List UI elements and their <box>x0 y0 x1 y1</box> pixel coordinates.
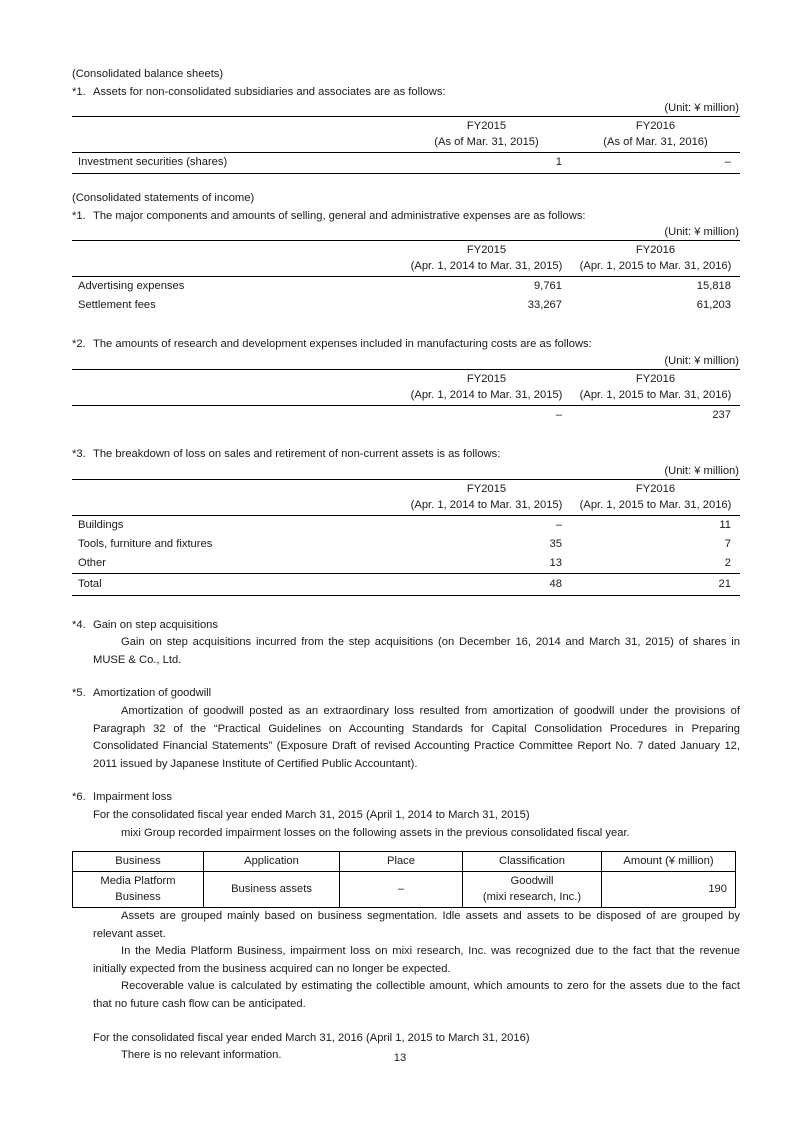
bs-note-1-title: Assets for non-consolidated subsidiaries and associates are as follows: <box>93 85 446 98</box>
pl-note-6-fy2015-intro: For the consolidated fiscal year ended March 31, 2015 (April 1, 2014 to March 31, 2015) <box>93 808 530 821</box>
table-row <box>73 872 736 908</box>
impairment-cell-amount: 190 <box>602 872 736 908</box>
rd-expenses-table <box>72 369 740 425</box>
bs-col-fy2016: FY2016 (As of Mar. 31, 2016) <box>571 117 740 153</box>
impairment-loss-table <box>72 851 736 908</box>
pl-note-4-title: Gain on step acquisitions <box>93 618 219 631</box>
table-row <box>72 296 740 315</box>
impairment-col-place: Place <box>340 852 463 872</box>
loss-row-1-fy2015: 35 <box>549 537 562 550</box>
rd-col-fy2016: FY2016 (Apr. 1, 2015 to Mar. 31, 2016) <box>571 369 740 405</box>
impairment-col-business: Business <box>73 852 204 872</box>
page-number: 13 <box>393 1052 407 1064</box>
pl-note-1-marker: *1. <box>72 209 86 222</box>
loss-col-fy2016: FY2016 (Apr. 1, 2015 to Mar. 31, 2016) <box>571 479 740 515</box>
bs-row-fy2016: – <box>571 153 740 174</box>
impairment-cell-application: Business assets <box>204 872 340 908</box>
table-row <box>72 153 740 174</box>
loss-total-fy2015: 48 <box>402 573 571 595</box>
table-row <box>72 405 740 425</box>
bs-col-label <box>72 117 402 153</box>
loss-col-fy2015: FY2015 (Apr. 1, 2014 to Mar. 31, 2015) <box>402 479 571 515</box>
rd-col-label <box>72 369 402 405</box>
loss-row-2-fy2015: 13 <box>549 556 562 569</box>
pl-note-2-title: The amounts of research and development expenses included in manufacturing costs are as follows: <box>93 338 592 351</box>
loss-row-2-fy2016: 2 <box>724 556 731 569</box>
pl-note-2-unit: (Unit: ¥ million) <box>664 354 739 367</box>
pl-note-4-marker: *4. <box>72 618 86 631</box>
pl-note-6-para-1: Assets are grouped mainly based on business segmentation. Idle assets and assets to be disposed of are grouped by relevant asset. <box>93 910 740 940</box>
pl-note-3-unit: (Unit: ¥ million) <box>664 464 739 477</box>
pl-section-heading: (Consolidated statements of income) <box>72 192 255 205</box>
table-row-total <box>72 573 740 595</box>
pl-note-6-fy2016-body: There is no relevant information. <box>121 1049 282 1062</box>
pl-note-3 <box>72 446 740 464</box>
loss-row-1-fy2016: 7 <box>724 537 731 550</box>
bs-section-heading: (Consolidated balance sheets) <box>72 68 224 80</box>
pl-note-6-para-2: In the Media Platform Business, impairment loss on mixi research, Inc. was recognized due to the fact that the revenue initially expected from the business acquired can no longer be expected. <box>93 945 740 975</box>
pl-note-6-fy2016-intro: For the consolidated fiscal year ended March 31, 2016 (April 1, 2015 to March 31, 2016) <box>93 1031 530 1044</box>
impairment-header-row <box>73 852 736 872</box>
sga-row-1-label: Settlement fees <box>78 299 156 312</box>
loss-row-2-label: Other <box>78 556 106 569</box>
bs-col-fy2015: FY2015 (As of Mar. 31, 2015) <box>402 117 571 153</box>
bs-table-unit: (Unit: ¥ million) <box>664 102 739 115</box>
rd-col-fy2015: FY2015 (Apr. 1, 2014 to Mar. 31, 2015) <box>402 369 571 405</box>
pl-note-4-body: Gain on step acquisitions incurred from the step acquisitions (on December 16, 2014 and March 31, 2015) of shares in MUSE & Co., Ltd. <box>93 636 740 666</box>
sga-col-label <box>72 241 402 277</box>
impairment-cell-place: – <box>340 872 463 908</box>
loss-row-0-fy2016: 11 <box>719 518 731 531</box>
pl-note-5-body: Amortization of goodwill posted as an extraordinary loss resulted from amortization of goodwill under the provisions of Paragraph 32 of the “Practical Guidelines on Accounting Standards for Capital Consolidation Procedures in Preparing Consolidated Financial Statements” (Exposure Draft of revised Accounting Practice Committee Report No. 7 dated January 12, 2011 issued by Japanese Institute of Certified Public Accountant). <box>93 704 740 770</box>
page-content <box>72 66 740 1065</box>
pl-note-6-para-3: Recoverable value is calculated by estimating the collectible amount, which amounts to zero for the assets due to the fact that no future cash flow can be anticipated. <box>93 980 740 1011</box>
loss-row-1-label: Tools, furniture and fixtures <box>78 537 213 550</box>
loss-breakdown-table <box>72 479 740 596</box>
sga-row-0-fy2016: 15,818 <box>696 280 731 293</box>
sga-col-fy2015: FY2015 (Apr. 1, 2014 to Mar. 31, 2015) <box>402 241 571 277</box>
loss-total-label: Total <box>72 573 402 595</box>
pl-note-3-title: The breakdown of loss on sales and retirement of non-current assets is as follows: <box>93 447 501 460</box>
rd-row-0-label <box>72 405 402 425</box>
bs-row-label: Investment securities (shares) <box>72 153 402 174</box>
sga-col-fy2016: FY2016 (Apr. 1, 2015 to Mar. 31, 2016) <box>571 241 740 277</box>
table-row <box>72 535 740 554</box>
sga-row-1-fy2016: 61,203 <box>696 299 731 312</box>
sga-row-0-fy2015: 9,761 <box>534 280 562 293</box>
bs-assets-table <box>72 116 740 174</box>
bs-row-fy2015: 1 <box>402 153 571 174</box>
pl-note-1 <box>72 208 740 226</box>
pl-note-4 <box>72 617 740 635</box>
rd-row-0-fy2016: 237 <box>712 408 731 421</box>
loss-total-fy2016: 21 <box>571 573 740 595</box>
pl-note-2-marker: *2. <box>72 338 86 351</box>
loss-col-label <box>72 479 402 515</box>
pl-note-1-title: The major components and amounts of selling, general and administrative expenses are as follows: <box>93 209 586 222</box>
sga-row-0-label: Advertising expenses <box>78 280 185 293</box>
impairment-col-classification: Classification <box>463 852 602 872</box>
sga-row-1-fy2015: 33,267 <box>527 299 562 312</box>
pl-note-2 <box>72 336 740 354</box>
pl-note-1-unit: (Unit: ¥ million) <box>664 226 739 239</box>
rd-row-0-fy2015: – <box>555 408 562 421</box>
bs-note-1-marker: *1. <box>72 85 86 98</box>
pl-note-6-marker: *6. <box>72 791 86 804</box>
impairment-col-application: Application <box>204 852 340 872</box>
pl-note-5-title: Amortization of goodwill <box>93 687 212 700</box>
pl-note-3-marker: *3. <box>72 447 86 460</box>
pl-note-6-fy2015-lead: mixi Group recorded impairment losses on the following assets in the previous consolidated fiscal year. <box>121 826 630 839</box>
pl-note-6 <box>72 789 740 807</box>
impairment-cell-business: Media Platform Business <box>73 872 204 908</box>
loss-row-0-fy2015: – <box>555 518 562 531</box>
pl-note-6-title: Impairment loss <box>93 791 172 804</box>
impairment-col-amount: Amount (¥ million) <box>602 852 736 872</box>
pl-note-5 <box>72 685 740 703</box>
loss-row-0-label: Buildings <box>78 518 124 531</box>
table-row <box>72 515 740 535</box>
bs-note-1 <box>72 84 740 102</box>
pl-note-5-marker: *5. <box>72 687 86 700</box>
impairment-cell-classification: Goodwill (mixi research, Inc.) <box>463 872 602 908</box>
table-row <box>72 554 740 574</box>
table-row <box>72 277 740 297</box>
sga-expenses-table <box>72 240 740 315</box>
